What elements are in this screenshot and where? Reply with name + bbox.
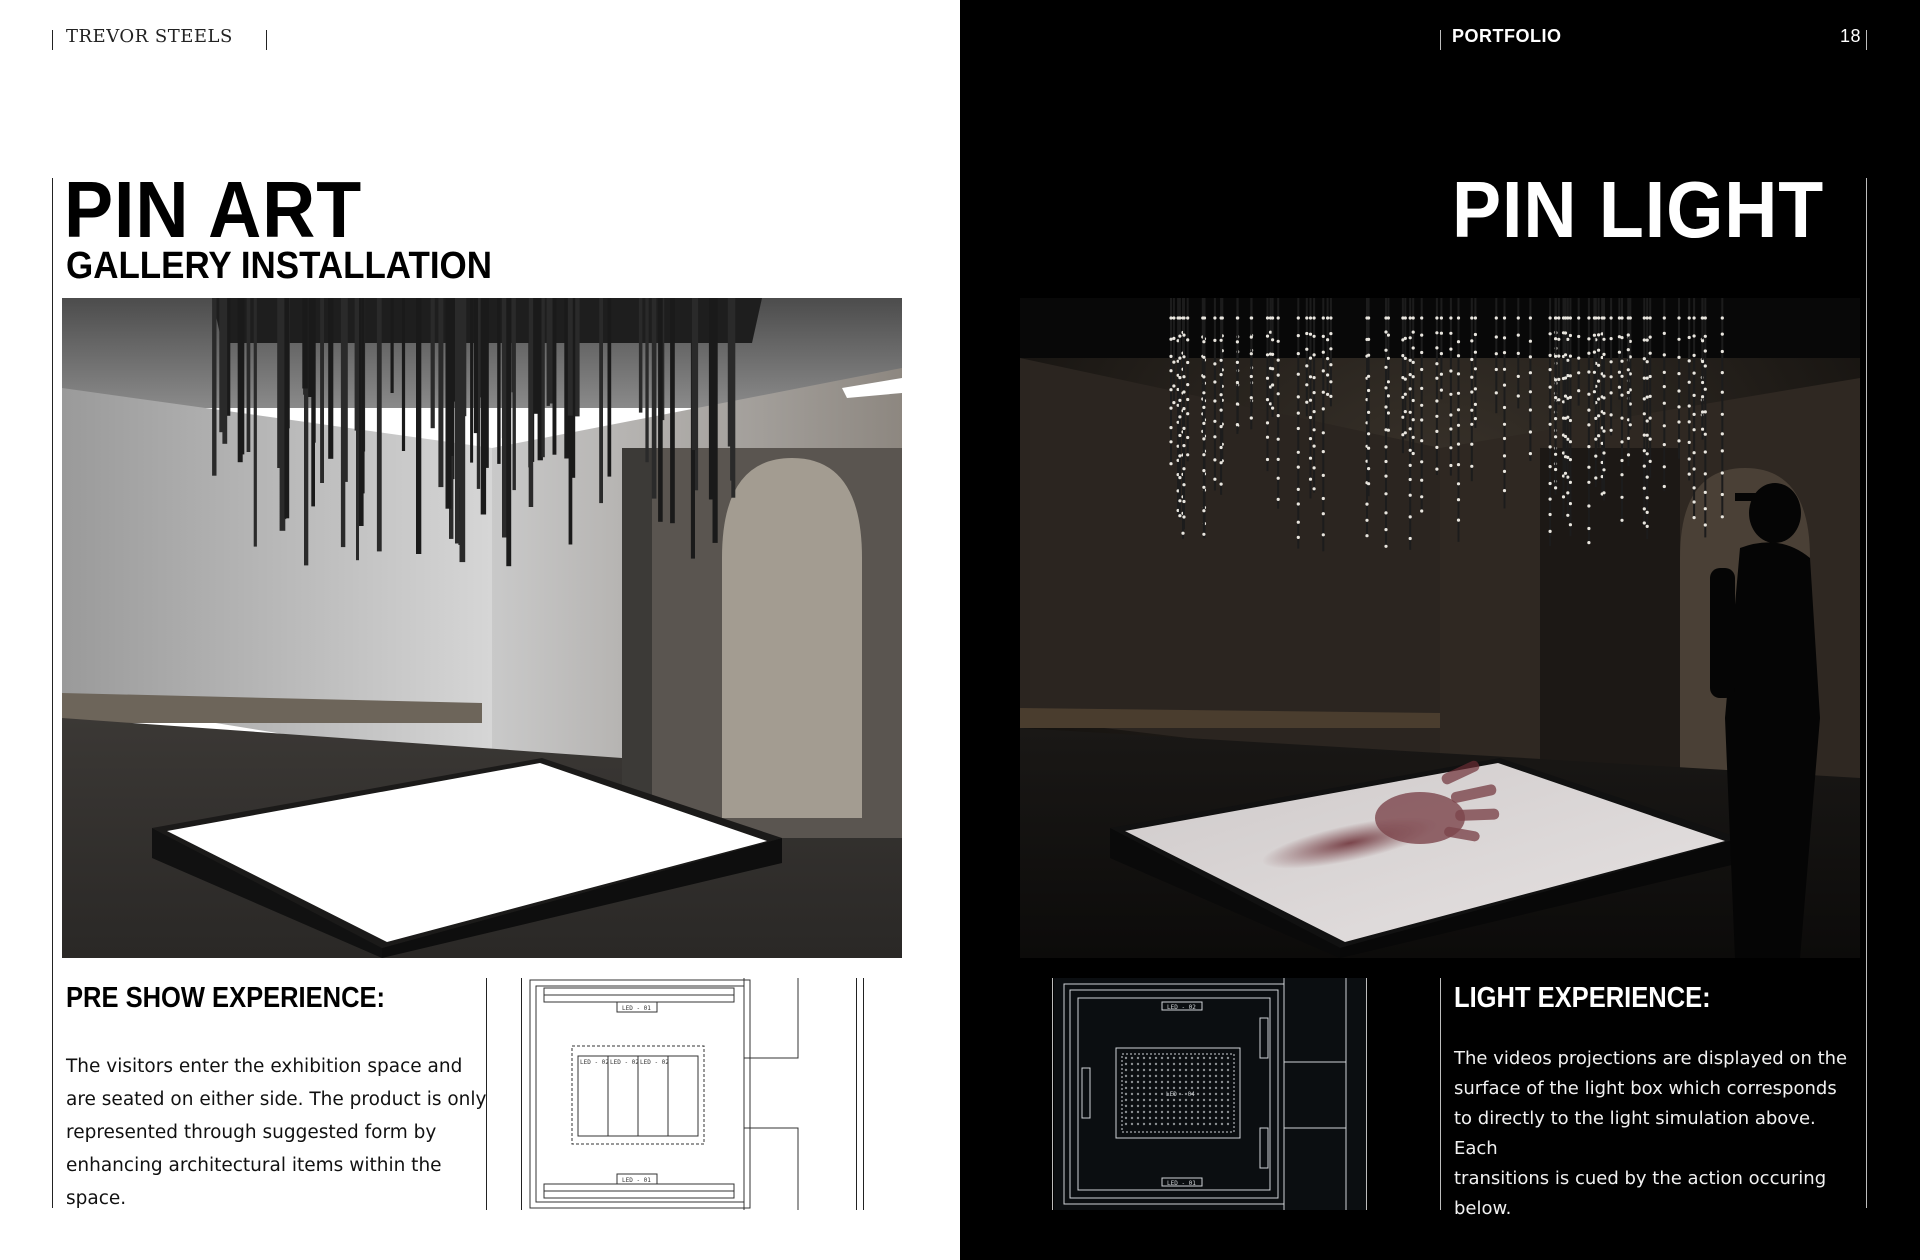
plan-label: LED - 01 bbox=[622, 1177, 651, 1184]
plan-rule-left-d bbox=[863, 978, 864, 1210]
header-author: TREVOR STEELS bbox=[66, 26, 233, 47]
section-heading-left: PRE SHOW EXPERIENCE: bbox=[66, 982, 386, 1014]
title-rule bbox=[52, 178, 53, 1208]
header-section: PORTFOLIO bbox=[1452, 26, 1562, 46]
text-rule-right bbox=[1440, 978, 1441, 1210]
header-rule-right bbox=[1440, 30, 1441, 50]
pin-light-render bbox=[1020, 298, 1860, 958]
body-line: are seated on either side. The product is only bbox=[66, 1089, 487, 1110]
plan-label: LED - 02 bbox=[580, 1059, 609, 1066]
header-rule-end bbox=[1866, 30, 1867, 50]
title-rule-right bbox=[1866, 178, 1867, 1208]
plan-label: LED - 02 bbox=[640, 1059, 669, 1066]
plan-rule-left-c bbox=[856, 978, 857, 1210]
section-heading-right: LIGHT EXPERIENCE: bbox=[1454, 982, 1711, 1014]
pin-light-floor-plan bbox=[1054, 978, 1366, 1210]
plan-rule-left-a bbox=[486, 978, 487, 1210]
page-title-right: PIN LIGHT bbox=[1452, 165, 1825, 254]
header-rule-left bbox=[52, 30, 53, 50]
plan-label: LED - 02 bbox=[610, 1059, 639, 1066]
body-text-right bbox=[1454, 1044, 1854, 1224]
body-line: below. bbox=[1454, 1198, 1512, 1219]
body-line: The videos projections are displayed on the bbox=[1454, 1048, 1848, 1069]
body-line: represented through suggested form by bbox=[66, 1122, 437, 1143]
pin-art-render bbox=[62, 298, 902, 958]
body-line: enhancing architectural items within the space. bbox=[66, 1155, 442, 1209]
body-line: to directly to the light simulation above. Each bbox=[1454, 1108, 1816, 1159]
pin-art-render-image bbox=[62, 298, 902, 958]
plan-label: LED - 01 bbox=[1167, 1180, 1196, 1187]
plan-label: LED - 04 bbox=[1166, 1091, 1195, 1098]
plan-label: LED - 02 bbox=[1167, 1004, 1196, 1011]
body-line: surface of the light box which corresponds bbox=[1454, 1078, 1837, 1099]
header-rule-mid bbox=[266, 30, 267, 50]
body-line: The visitors enter the exhibition space and bbox=[66, 1056, 463, 1077]
body-text-left bbox=[66, 1050, 496, 1215]
right-page bbox=[960, 0, 1920, 1260]
pin-art-floor-plan bbox=[522, 978, 856, 1210]
page-subtitle-left: GALLERY INSTALLATION bbox=[66, 245, 492, 287]
plan-label: LED - 01 bbox=[622, 1005, 651, 1012]
pin-light-render-image bbox=[1020, 298, 1860, 958]
plan-rule-right-b bbox=[1366, 978, 1367, 1210]
body-line: transitions is cued by the action occuring bbox=[1454, 1168, 1827, 1189]
plan-rule-right-a bbox=[1052, 978, 1053, 1210]
page-title-left: PIN ART bbox=[64, 165, 363, 254]
page-number: 18 bbox=[1840, 26, 1862, 46]
